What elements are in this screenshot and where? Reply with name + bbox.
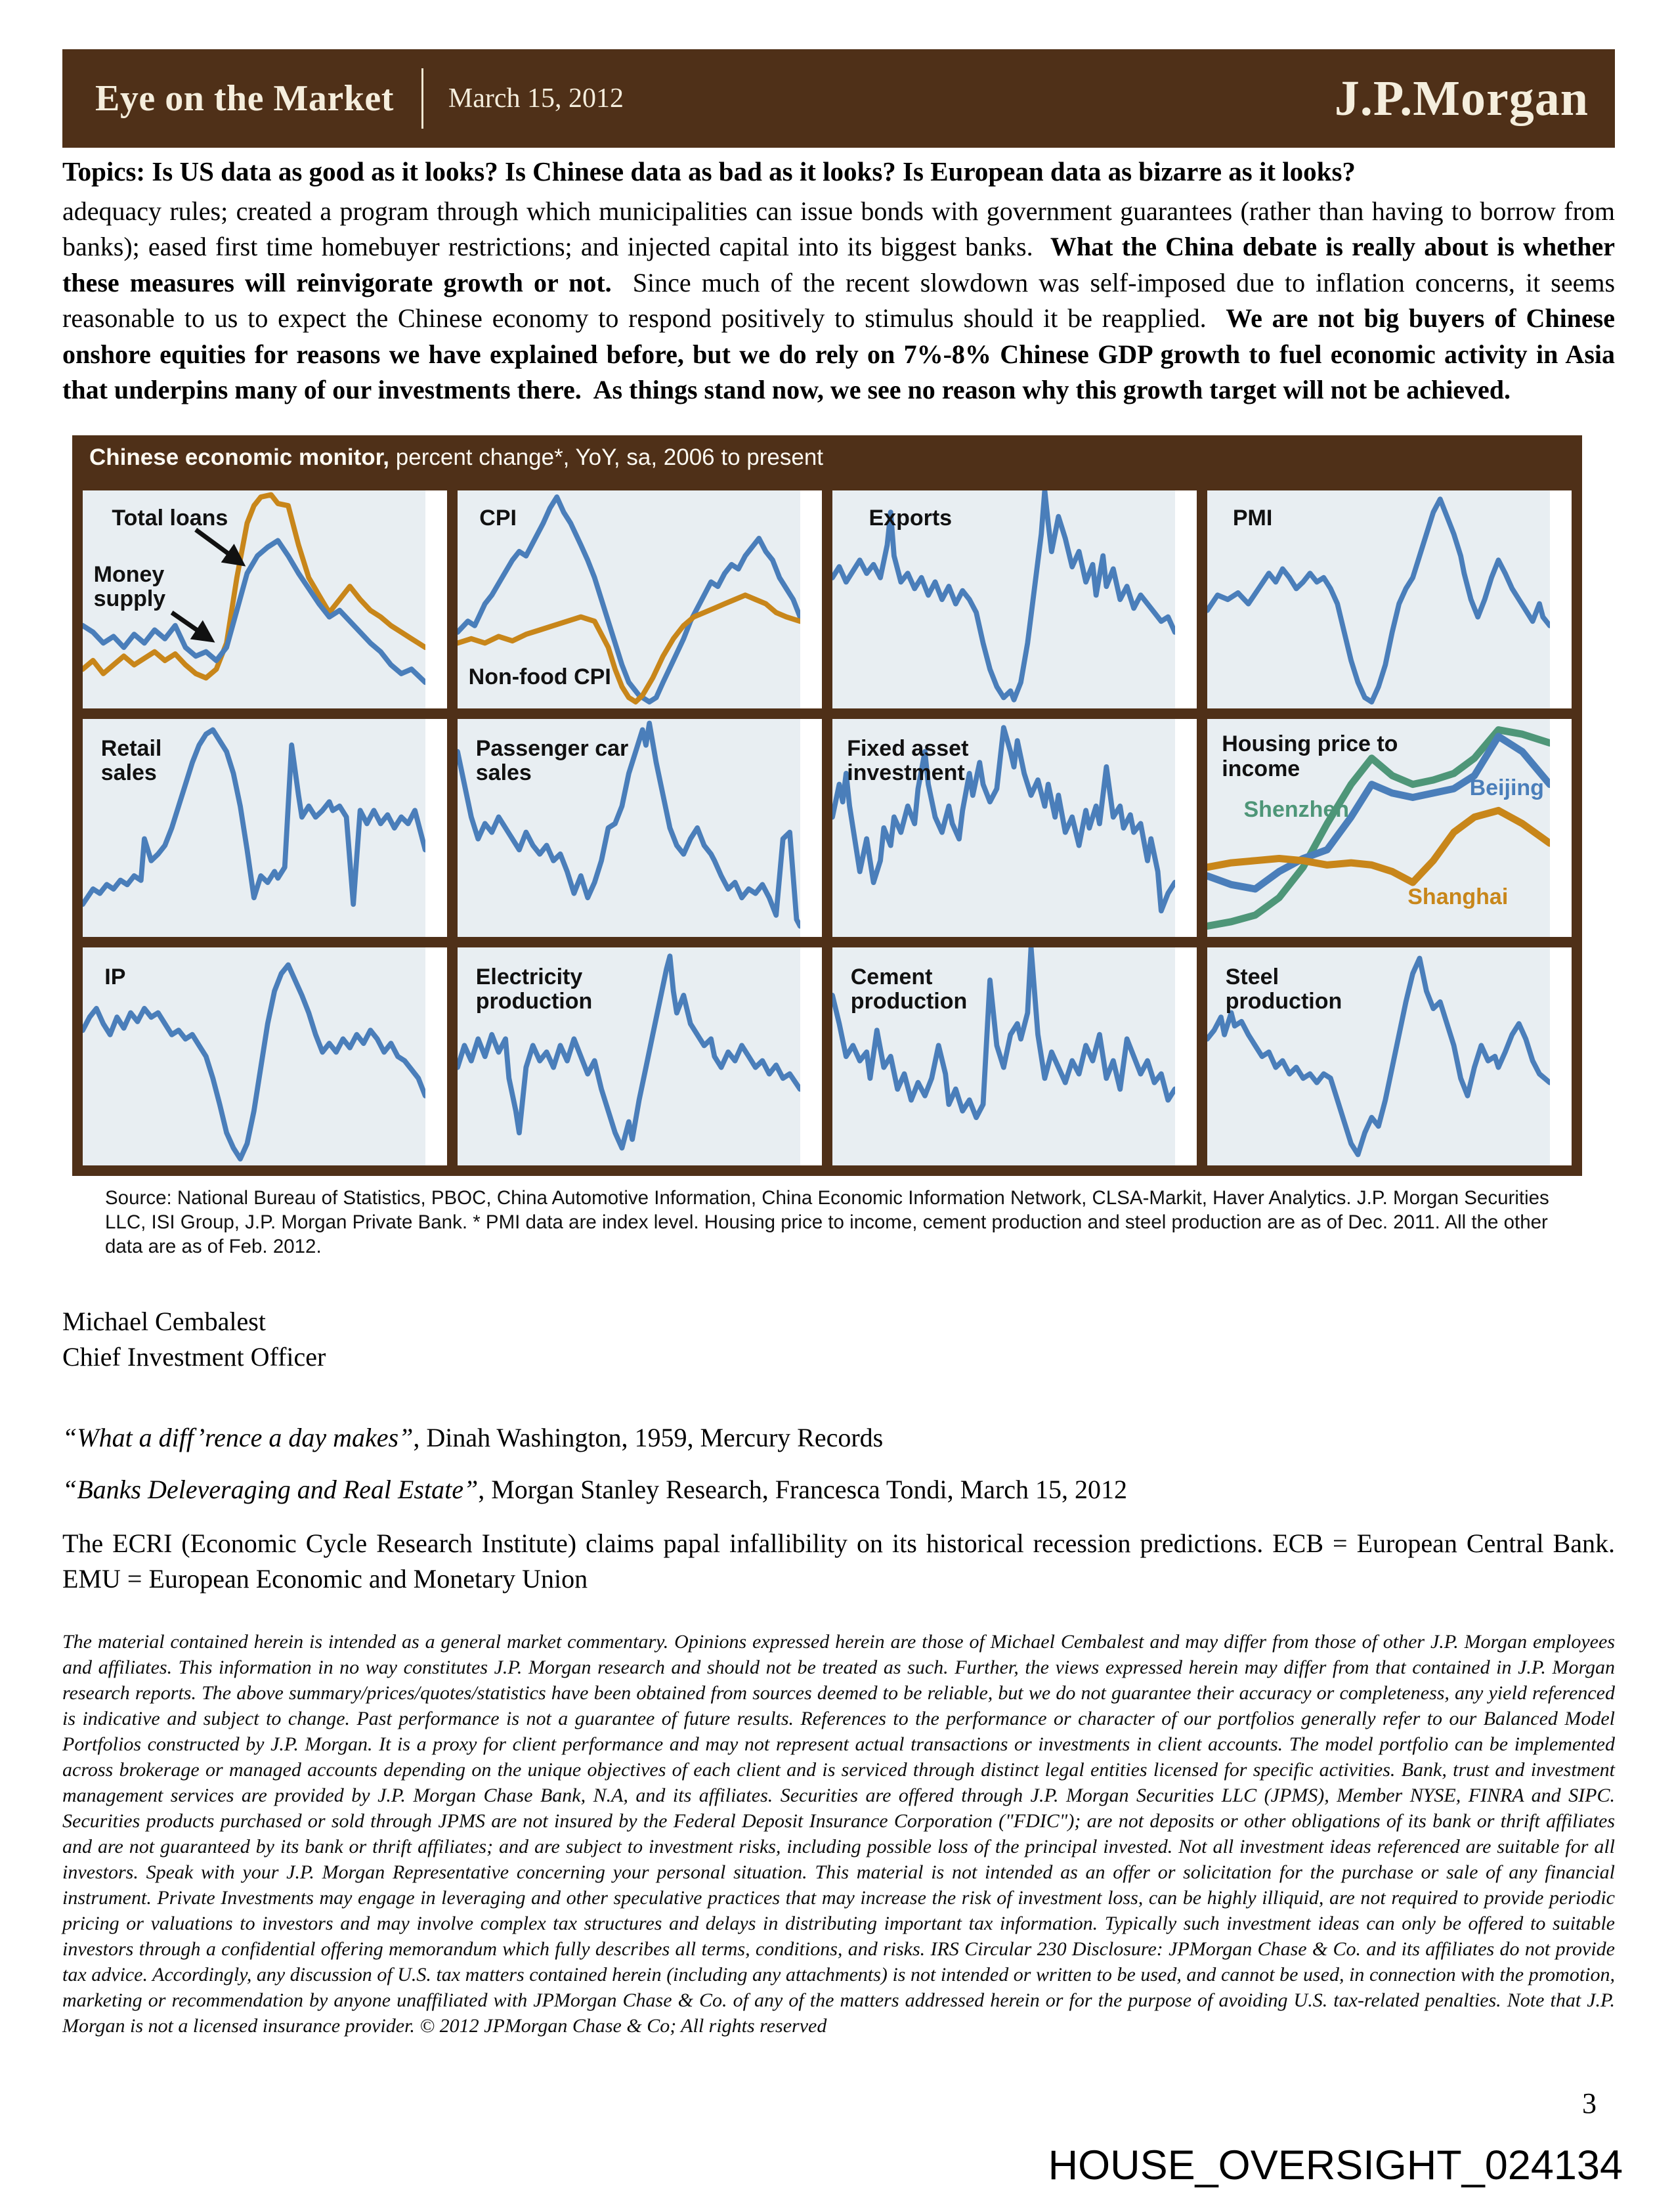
plot-area: [832, 490, 1175, 708]
chart-label: Fixed asset investment: [847, 735, 969, 786]
disclaimer-text: The material contained herein is intended as a general market commentary. Opinions expressed herein are those of Michael Cembalest and may differ from those of other J.P. Morgan employees and affiliates. This information in no way constitutes J.P. Morgan research and should not be treated as such. Further, the views expressed herein may differ from that contained in J.P. Morgan research reports. The above summary/prices/quotes/statistics have been obtained from sources deemed to be reliable, but we do not guarantee their accuracy or completeness, any yield referenced is indicative and subject to change. Past performance is not a guarantee of future results. References to the performance or character of our portfolios generally refer to our Balanced Model Portfolios constructed by J.P. Morgan. It is a proxy for client performance and may not represent actual transactions or investments in client accounts. The model portfolio can be implemented across brokerage or managed accounts depending on the unique objectives of each client and is serviced through distinct legal entities licensed for specific activities. Bank, trust and investment management services are provided by J.P. Morgan Chase Bank, N.A, and its affiliates. Securities are offered through J.P. Morgan Securities LLC (JPMS), Member NYSE, FINRA and SIPC. Securities products purchased or sold through JPMS are not insured by the Federal Deposit Insurance Corporation ("FDIC"); are not deposits or other obligations of its bank or thrift affiliates and are not guaranteed by its bank or thrift affiliates; and are subject to investment risks, including possible loss of the principal invested. Not all investment ideas referenced are suitable for all investors. Speak with your J.P. Morgan Representative concerning your personal situation. This material is not intended as an offer or solicitation for the purchase or sale of any financial instrument. Private Investments may engage in leveraging and other speculative practices that may increase the risk of investment loss, can be highly illiquid, are not required to provide periodic pricing or valuations to investors and may involve complex tax structures and delays in distributing important tax information. Typically such investment ideas can only be offered to suitable investors through a confidential offering memorandum which fully describes all terms, conditions, and risks. IRS Circular 230 Disclosure: JPMorgan Chase & Co. and its affiliates do not provide tax advice. Accordingly, any discussion of U.S. tax matters contained herein (including any attachments) is not intended or written to be used, and cannot be used, in connection with the promotion, marketing or recommendation by anyone unaffiliated with JPMorgan Chase & Co. of any of the matters addressed herein or for the purpose of avoiding U.S. tax-related penalties. Note that J.P. Morgan is not a licensed insurance provider. © 2012 JPMorgan Chase & Co; All rights reserved: [62, 1630, 1615, 2037]
plot-area: [458, 947, 800, 1165]
document-id-stamp: HOUSE_OVERSIGHT_024134: [1048, 2142, 1623, 2188]
page-number: 3: [1582, 2087, 1597, 2119]
mini-chart-cpi: [458, 490, 822, 708]
jpmorgan-logo: J.P.Morgan: [1334, 70, 1589, 126]
plot-area: [458, 719, 800, 937]
chart-label: Electricity production: [475, 964, 593, 1014]
plot-area: [83, 719, 425, 937]
plot-area: [83, 947, 425, 1165]
chart-label: Total loans: [112, 505, 228, 531]
mini-chart-retail-sales: [83, 719, 447, 937]
mini-chart-ip: [83, 947, 447, 1165]
chart-label: Retail sales: [100, 735, 162, 786]
chart-grid: [72, 480, 1582, 1176]
quote-line: [62, 1474, 1615, 1505]
chart-label: Beijing: [1469, 775, 1544, 800]
chart-label: Shenzhen: [1243, 796, 1350, 822]
mini-chart-steel-production: [1207, 947, 1572, 1165]
mini-chart-total-loans: [83, 490, 447, 708]
author-name: Michael Cembalest: [62, 1306, 266, 1336]
text-run: , Dinah Washington, 1959, Mercury Records: [413, 1422, 884, 1452]
topics-line: Topics: Is US data as good as it looks? Is Chinese data as bad as it looks? Is European data as bizarre as it looks?: [62, 156, 1356, 186]
chart-panel-title-rest: percent change*, YoY, sa, 2006 to present: [389, 445, 824, 471]
mini-chart-cement-production: [832, 947, 1197, 1165]
chart-label: CPI: [479, 505, 517, 531]
chart-label: IP: [104, 964, 126, 989]
text-run: , Morgan Stanley Research, Francesca Tondi, March 15, 2012: [478, 1474, 1128, 1504]
source-note: Source: National Bureau of Statistics, PBOC, China Automotive Information, China Economic Information Network, CLSA-Markit, Haver Analytics. J.P. Morgan Securities LLC, ISI Group, J.P. Morgan Private Bank. * PMI data are index level. Housing price to income, cement production and steel production are as of Dec. 2011. All the other data are as of Feb. 2012.: [105, 1187, 1549, 1258]
chart-panel: [72, 435, 1582, 1176]
chart-label: PMI: [1232, 505, 1273, 531]
ecri-note: The ECRI (Economic Cycle Research Institute) claims papal infallibility on its historical recession predictions. ECB = European Central Bank. EMU = European Economic and Monetary Union: [62, 1528, 1615, 1594]
chart-label: Exports: [869, 505, 953, 531]
text-run: We are not big buyers of Chinese onshore equities for reasons we have explained before, but we do rely on 7%-8% Chinese GDP growth to fuel economic activity in Asia that underpins many of our investments there. As things stand now, we see no reason why this growth target will not be achieved.: [62, 303, 1622, 404]
chart-panel-title-bold: Chinese economic monitor,: [89, 445, 390, 471]
text-run: adequacy rules; created a program through which municipalities can issue bonds with government guarantees (rather than having to borrow from banks); eased first time homebuyer restrictions; and injected capital into its biggest banks.: [62, 196, 1621, 262]
plot-area: [1207, 719, 1550, 937]
mini-chart-passenger-car-sales: [458, 719, 822, 937]
mini-chart-electricity-production: [458, 947, 822, 1165]
mini-chart-exports: [832, 490, 1197, 708]
plot-area: [832, 719, 1175, 937]
chart-label: Non-food CPI: [468, 664, 611, 689]
issue-date: March 15, 2012: [448, 83, 624, 114]
plot-area: [832, 947, 1175, 1165]
text-run: What the China debate is really about is whether these measures will reinvigorate growth or not.: [62, 232, 1622, 297]
signature-block: [62, 1304, 1615, 1375]
plot-area: [83, 490, 425, 708]
plot-area: [458, 490, 800, 708]
chart-label: Cement production: [850, 964, 968, 1014]
mini-chart-housing-price-to-income: [1207, 719, 1572, 937]
text-run: Since much of the recent slowdown was self-imposed due to inflation concerns, it seems reasonable to us to expect the Chinese economy to respond positively to stimulus should it be reapplied.: [62, 267, 1622, 334]
publication-title: Eye on the Market: [95, 78, 394, 119]
chart-label: Shanghai: [1407, 884, 1509, 909]
plot-area: [1207, 490, 1550, 708]
lead-paragraph: [62, 194, 1622, 408]
text-run: “What a diff’rence a day makes”: [62, 1422, 414, 1452]
plot-area: [1207, 947, 1550, 1165]
masthead-divider: [421, 68, 423, 129]
chart-label: Money supply: [93, 561, 166, 612]
mini-chart-pmi: [1207, 490, 1572, 708]
quotes-block: [62, 1422, 1615, 1505]
chart-label: Passenger car sales: [475, 735, 629, 786]
author-title: Chief Investment Officer: [62, 1341, 326, 1372]
mini-chart-fixed-asset-investment: [832, 719, 1197, 937]
quote-line: [62, 1422, 1615, 1453]
text-run: “Banks Deleveraging and Real Estate”: [62, 1474, 479, 1504]
masthead: [62, 49, 1615, 148]
chart-label: Housing price to income: [1222, 731, 1398, 781]
chart-panel-title: [72, 435, 1582, 480]
chart-label: Steel production: [1225, 964, 1342, 1014]
